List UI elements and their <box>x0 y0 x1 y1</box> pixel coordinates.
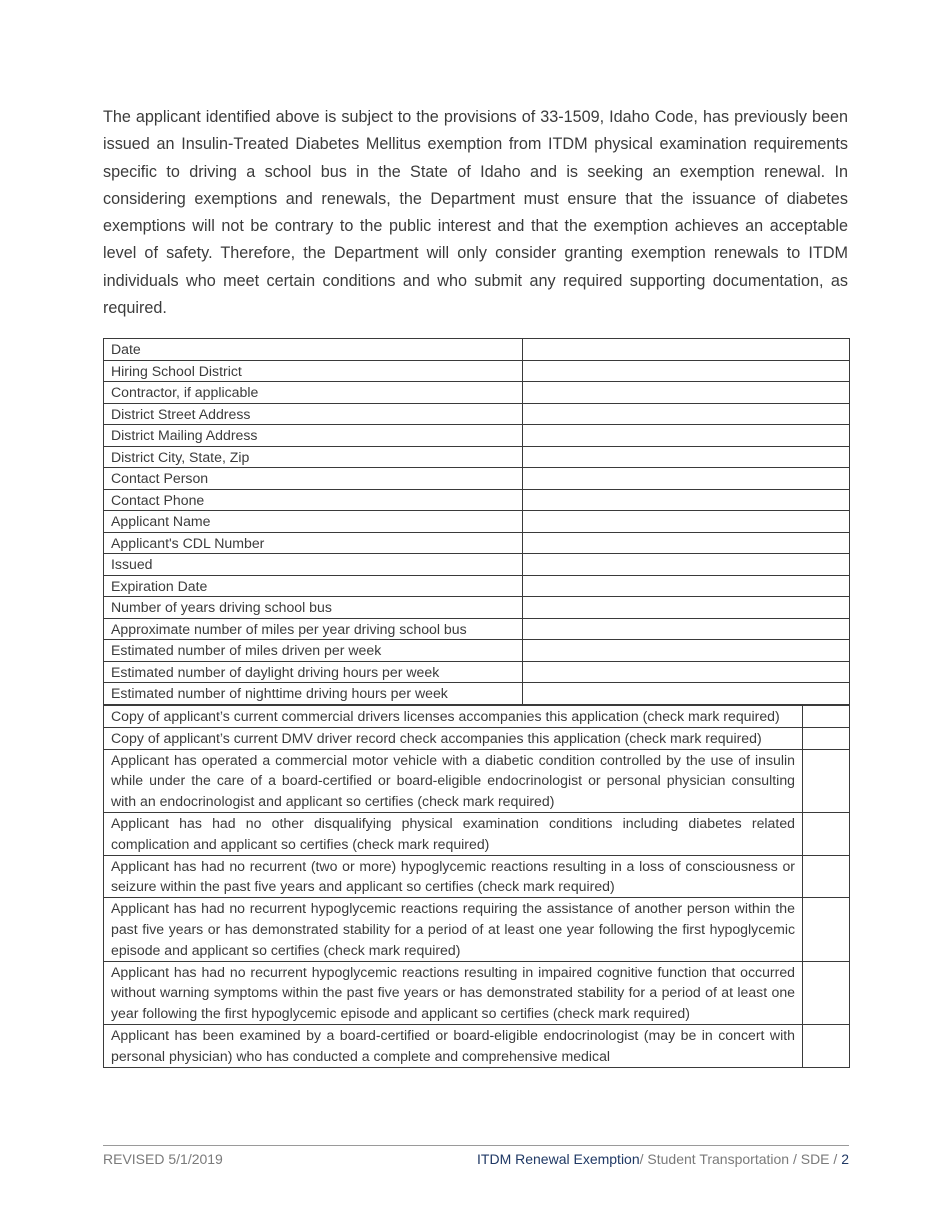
certification-text: Applicant has operated a commercial motor vehicle with a diabetic condition controlled by the use of insulin while under the care of a board-certified or board-eligible endocrinologist or personal physician consulting with an endocrinologist and applicant so certifies (check mark required) <box>104 749 803 812</box>
field-row <box>104 489 850 511</box>
certification-table <box>103 705 850 1068</box>
check-mark-box[interactable] <box>803 706 850 728</box>
certification-text: Applicant has had no recurrent hypoglycemic reactions resulting in impaired cognitive function that occurred without warning symptoms within the past five years or has demonstrated stability for a period of at least one year following the first hypoglycemic episode and applicant so certifies (check mark required) <box>104 961 803 1024</box>
certification-row <box>104 961 850 1024</box>
field-label: Contractor, if applicable <box>104 382 523 404</box>
field-value-input[interactable] <box>523 339 850 361</box>
field-label: Expiration Date <box>104 575 523 597</box>
check-mark-box[interactable] <box>803 812 850 855</box>
certification-text: Applicant has had no other disqualifying physical examination conditions including diabetes related complication and applicant so certifies (check mark required) <box>104 812 803 855</box>
field-label: District Mailing Address <box>104 425 523 447</box>
check-mark-box[interactable] <box>803 961 850 1024</box>
field-value-input[interactable] <box>523 597 850 619</box>
field-row <box>104 683 850 705</box>
intro-paragraph: The applicant identified above is subject to the provisions of 33-1509, Idaho Code, has previously been issued an Insulin-Treated Diabetes Mellitus exemption from ITDM physical examination requirements specific to driving a school bus in the State of Idaho and is seeking an exemption renewal. In considering exemptions and renewals, the Department must ensure that the issuance of diabetes exemptions will not be contrary to the public interest and that the exemption achieves an acceptable level of safety. Therefore, the Department will only consider granting exemption renewals to ITDM individuals who meet certain conditions and who submit any required supporting documentation, as required. <box>103 108 848 318</box>
page-footer <box>103 1151 849 1167</box>
field-row <box>104 382 850 404</box>
field-value-input[interactable] <box>523 640 850 662</box>
field-label: Approximate number of miles per year driving school bus <box>104 618 523 640</box>
applicant-info-table <box>103 338 850 705</box>
field-value-input[interactable] <box>523 446 850 468</box>
field-row <box>104 511 850 533</box>
field-value-input[interactable] <box>523 403 850 425</box>
field-row <box>104 339 850 361</box>
page-number: 2 <box>841 1151 849 1167</box>
field-row <box>104 575 850 597</box>
certification-row <box>104 749 850 812</box>
certification-text: Applicant has had no recurrent (two or more) hypoglycemic reactions resulting in a loss of consciousness or seizure within the past five years and applicant so certifies (check mark required) <box>104 855 803 898</box>
field-row <box>104 360 850 382</box>
field-label: Estimated number of daylight driving hours per week <box>104 661 523 683</box>
footer-divider <box>103 1145 849 1146</box>
check-mark-box[interactable] <box>803 1024 850 1067</box>
field-value-input[interactable] <box>523 661 850 683</box>
certification-row <box>104 898 850 961</box>
document-name: ITDM Renewal Exemption <box>477 1151 640 1167</box>
field-label: Applicant Name <box>104 511 523 533</box>
certification-row <box>104 855 850 898</box>
field-row <box>104 618 850 640</box>
certification-text: Copy of applicant’s current DMV driver record check accompanies this application (check mark required) <box>104 727 803 749</box>
field-label: Contact Phone <box>104 489 523 511</box>
field-label: Issued <box>104 554 523 576</box>
field-row <box>104 446 850 468</box>
check-mark-box[interactable] <box>803 855 850 898</box>
field-row <box>104 554 850 576</box>
field-value-input[interactable] <box>523 511 850 533</box>
field-row <box>104 532 850 554</box>
field-row <box>104 403 850 425</box>
field-value-input[interactable] <box>523 618 850 640</box>
field-value-input[interactable] <box>523 575 850 597</box>
field-row <box>104 640 850 662</box>
field-label: Estimated number of nighttime driving hours per week <box>104 683 523 705</box>
field-value-input[interactable] <box>523 425 850 447</box>
field-value-input[interactable] <box>523 532 850 554</box>
certification-text: Applicant has been examined by a board-certified or board-eligible endocrinologist (may be in concert with personal physician) who has conducted a complete and comprehensive medical <box>104 1024 803 1067</box>
field-value-input[interactable] <box>523 360 850 382</box>
field-label: Estimated number of miles driven per week <box>104 640 523 662</box>
certification-row <box>104 1024 850 1067</box>
field-row <box>104 425 850 447</box>
certification-text: Copy of applicant’s current commercial drivers licenses accompanies this application (check mark required) <box>104 706 803 728</box>
footer-path: / Student Transportation / SDE / <box>639 1151 838 1167</box>
field-row <box>104 597 850 619</box>
certification-text: Applicant has had no recurrent hypoglycemic reactions requiring the assistance of another person within the past five years or has demonstrated stability for a period of at least one year following the first hypoglycemic episode and applicant so certifies (check mark required) <box>104 898 803 961</box>
field-label: Number of years driving school bus <box>104 597 523 619</box>
field-label: District Street Address <box>104 403 523 425</box>
field-label: Applicant's CDL Number <box>104 532 523 554</box>
field-label: Date <box>104 339 523 361</box>
field-value-input[interactable] <box>523 468 850 490</box>
certification-row <box>104 812 850 855</box>
field-value-input[interactable] <box>523 489 850 511</box>
field-row <box>104 661 850 683</box>
field-value-input[interactable] <box>523 382 850 404</box>
field-value-input[interactable] <box>523 554 850 576</box>
footer-breadcrumb <box>477 1151 849 1167</box>
certification-row <box>104 727 850 749</box>
check-mark-box[interactable] <box>803 749 850 812</box>
certification-row <box>104 706 850 728</box>
check-mark-box[interactable] <box>803 898 850 961</box>
field-label: District City, State, Zip <box>104 446 523 468</box>
field-label: Hiring School District <box>104 360 523 382</box>
field-row <box>104 468 850 490</box>
field-value-input[interactable] <box>523 683 850 705</box>
revised-date: REVISED 5/1/2019 <box>103 1151 223 1167</box>
field-label: Contact Person <box>104 468 523 490</box>
check-mark-box[interactable] <box>803 727 850 749</box>
